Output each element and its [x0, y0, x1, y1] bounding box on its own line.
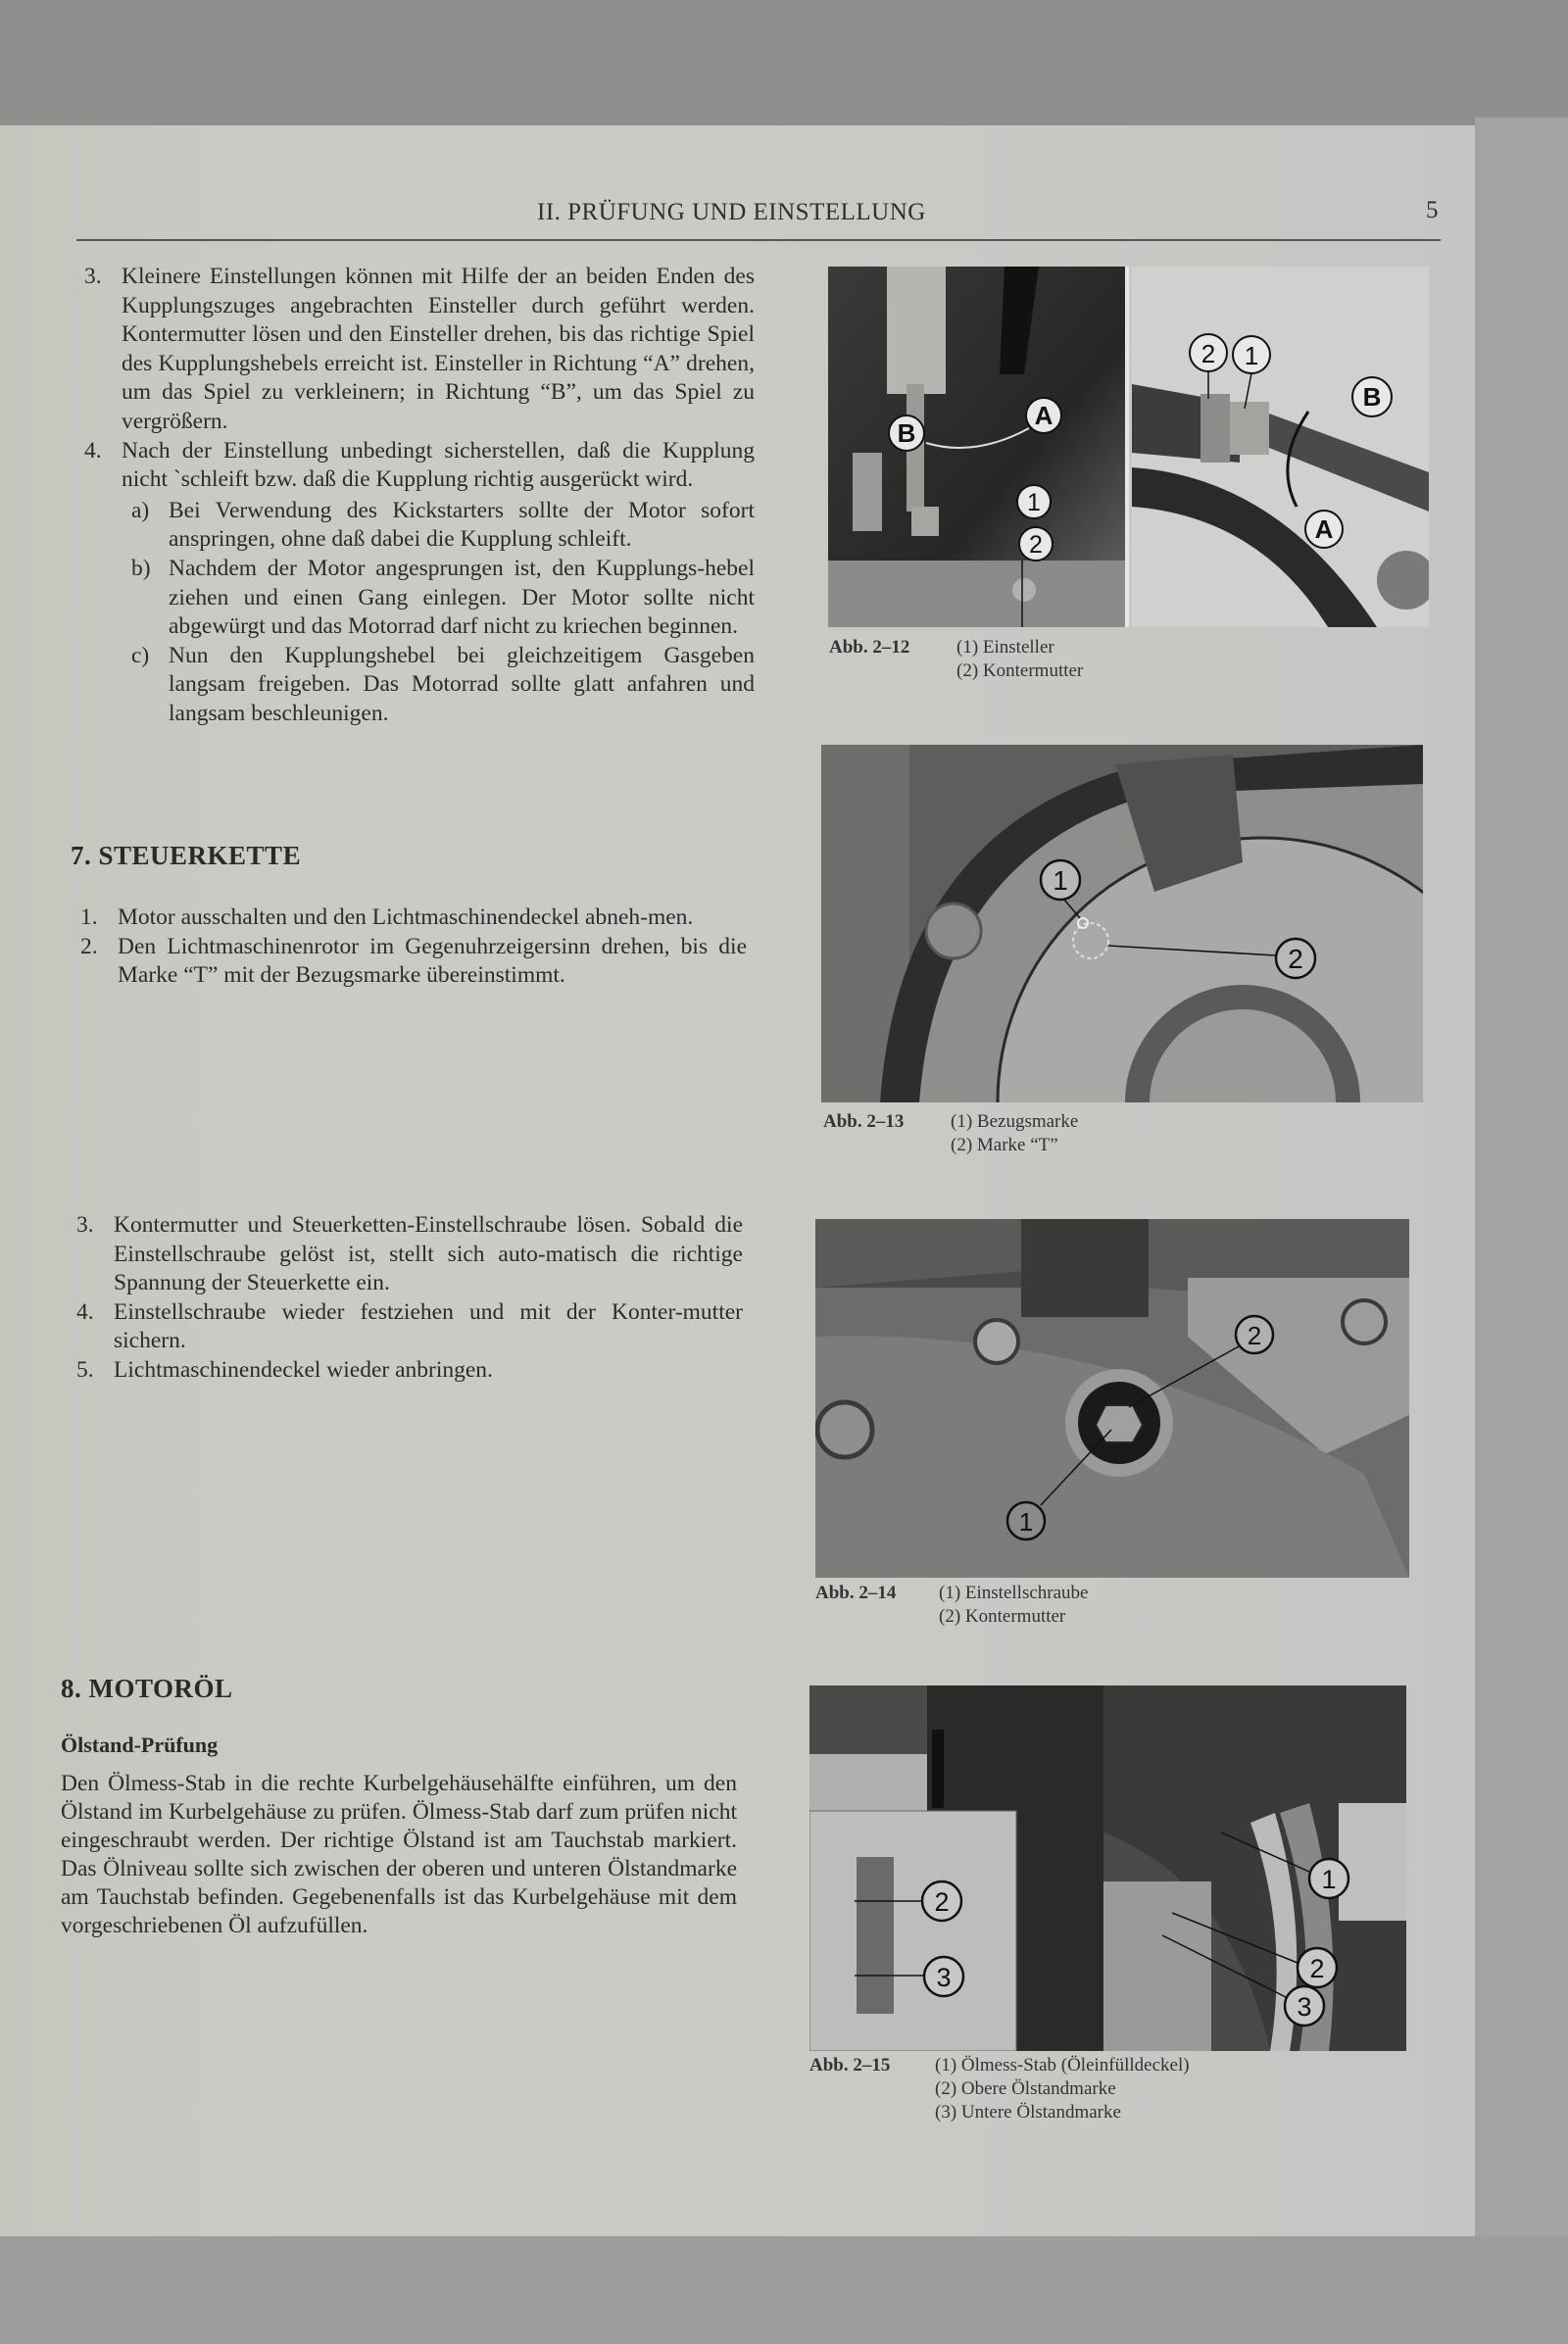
callout-2-left: [1019, 527, 1053, 561]
callout-number: 1: [1027, 489, 1041, 516]
step-item: [80, 903, 747, 933]
section-heading-motoroel: 8. MOTORÖL: [61, 1674, 233, 1703]
steuerkette-steps-part2: [76, 1211, 743, 1386]
callout-letter: B: [897, 418, 916, 448]
background-surface: [1475, 118, 1568, 2244]
callout-letter: A: [1314, 514, 1334, 544]
figure-2-15-photo: [809, 1685, 1406, 2051]
step-text: Lichtmaschinendeckel wieder anbringen.: [114, 1356, 493, 1383]
substep-label: b): [131, 555, 151, 581]
callout-b-right: [1352, 377, 1392, 416]
step-item: [76, 1356, 743, 1386]
figure-2-12-photo: [828, 267, 1429, 627]
callout-number: 2: [934, 1887, 950, 1917]
step-item: [76, 1298, 743, 1356]
figure-label: Abb. 2–12: [829, 637, 910, 658]
callout-number: 2: [1247, 1321, 1262, 1350]
substep-label: c): [131, 642, 150, 668]
callout-number: 1: [1018, 1507, 1034, 1537]
caption-item: (1) Bezugsmarke: [951, 1111, 1079, 1132]
figure-label: Abb. 2–15: [809, 2055, 891, 2075]
step-number: 2.: [80, 933, 98, 959]
caption-item: (1) Einsteller: [956, 637, 1054, 658]
callout-b-left: [889, 415, 924, 451]
figure-label: Abb. 2–14: [815, 1583, 897, 1603]
callout-3-inset: [924, 1957, 963, 1996]
subheading-oelstand-pruefung: Ölstand-Prüfung: [61, 1733, 219, 1757]
step-number: 1.: [80, 904, 98, 930]
callout-number: 1: [1244, 341, 1259, 370]
caption-item: (1) Einstellschraube: [939, 1583, 1089, 1603]
figure-2-12-illustration: [828, 267, 1429, 627]
callout-1: [1007, 1502, 1045, 1539]
substep-item: [131, 497, 755, 555]
callout-1-left: [1017, 485, 1051, 518]
callout-1: [1309, 1859, 1348, 1898]
caption-item: (2) Kontermutter: [939, 1606, 1066, 1627]
step-text: Nach der Einstellung unbedingt sicherstellen, daß die Kupplung nicht ˋschleift bzw. daß die Kupplung richtig ausgerückt wird.: [122, 437, 755, 493]
oelstand-paragraph: Den Ölmess-Stab in die rechte Kurbelgehäusehälfte einführen, um den Ölstand im Kurbelgehäuse zu prüfen. Ölmess-Stab darf zum prüfen nicht eingeschraubt werden. Der richtige Ölstand ist am Tauchstab markiert. Das Ölniveau sollte sich zwischen der oberen und unteren Ölstandmarke am Tauchstab befinden. Gegebenenfalls ist das Kurbelgehäuse mit dem vorgeschriebenen Öl aufzufüllen.: [61, 1771, 737, 1938]
step-text: Motor ausschalten und den Lichtmaschinendeckel abneh-men.: [118, 904, 694, 930]
callout-2: [1276, 939, 1315, 978]
caption-item: (3) Untere Ölstandmarke: [935, 2102, 1121, 2123]
callout-2: [1298, 1948, 1337, 1987]
callout-1: [1041, 860, 1080, 900]
callout-1-right: [1233, 336, 1270, 373]
header-rule: [76, 239, 1441, 241]
step-number: 5.: [76, 1356, 94, 1383]
substep-label: a): [131, 497, 150, 523]
step-number: 4.: [76, 1298, 94, 1325]
caption-item: (2) Marke “T”: [951, 1135, 1058, 1155]
callout-number: 3: [1297, 1992, 1312, 2022]
substep-item: [131, 642, 755, 729]
callout-number: 2: [1309, 1954, 1325, 1983]
callout-letter: B: [1362, 382, 1382, 412]
substep-item: [131, 555, 755, 642]
page-number: 5: [1426, 197, 1439, 223]
caption-item: (2) Kontermutter: [956, 660, 1084, 681]
callout-2-right: [1190, 334, 1227, 371]
callout-number: 1: [1321, 1865, 1337, 1894]
callout-number: 1: [1053, 865, 1068, 896]
callout-number: 3: [936, 1963, 952, 1992]
substep-text: Nun den Kupplungshebel bei gleichzeitigem Gasgeben langsam freigeben. Das Motorrad sollte glatt anfahren und langsam beschleunigen.: [169, 642, 755, 726]
callout-3: [1285, 1986, 1324, 2026]
step-text: Kontermutter und Steuerketten-Einstellschraube lösen. Sobald die Einstellschraube gelöst ist, stellt sich auto-matisch die richtige Spannung der Steuerkette ein.: [114, 1212, 743, 1296]
figure-label: Abb. 2–13: [823, 1111, 905, 1132]
step-item: [76, 1211, 743, 1298]
step-text: Den Lichtmaschinenrotor im Gegenuhrzeigersinn drehen, bis die Marke “T” mit der Bezugsmarke übereinstimmt.: [118, 933, 747, 989]
substep-text: Bei Verwendung des Kickstarters sollte der Motor sofort anspringen, ohne daß dabei die Kupplung schleift.: [169, 497, 755, 553]
steuerkette-steps-part1: [80, 903, 747, 991]
step-item: [84, 263, 755, 437]
step-number: 4.: [84, 437, 102, 464]
step-number: 3.: [84, 264, 102, 289]
clutch-steps: [84, 263, 755, 729]
figure-2-14-illustration: [815, 1219, 1409, 1578]
callout-2: [1236, 1316, 1273, 1353]
caption-item: (1) Ölmess-Stab (Öleinfülldeckel): [935, 2055, 1190, 2075]
callout-2-inset: [922, 1881, 961, 1921]
step-number: 3.: [76, 1212, 94, 1238]
figure-2-14-photo: [815, 1219, 1409, 1578]
substep-text: Nachdem der Motor angesprungen ist, den Kupplungs-hebel ziehen und einen Gang einlegen. Der Motor sollte nicht abgewürgt und das Motorrad darf nicht zu kriechen beginnen.: [169, 555, 755, 640]
figure-2-13-illustration: [821, 745, 1423, 1102]
running-header: II. PRÜFUNG UND EINSTELLUNG: [537, 199, 926, 225]
figure-2-13-photo: [821, 745, 1423, 1102]
step-text: Einstellschraube wieder festziehen und mit der Konter-mutter sichern.: [114, 1298, 743, 1354]
callout-a-left: [1026, 398, 1061, 433]
figure-2-15-illustration: [809, 1685, 1406, 2051]
step-item: [84, 437, 755, 495]
section-heading-steuerkette: 7. STEUERKETTE: [71, 841, 302, 870]
caption-item: (2) Obere Ölstandmarke: [935, 2078, 1116, 2099]
step-text: Kleinere Einstellungen können mit Hilfe der an beiden Enden des Kupplungszuges angebrachten Einsteller durch geführt werden. Kontermutter lösen und den Einsteller drehen, bis das richtige Spiel des Kupplungshebels erreicht ist. Einsteller in Richtung “A” drehen, um das Spiel zu verkleinern; in Richtung “B”, um das Spiel zu vergrößern.: [122, 264, 755, 434]
callout-number: 2: [1200, 339, 1216, 368]
background-surface-bottom: [0, 2236, 1568, 2344]
callout-number: 2: [1288, 944, 1303, 974]
callout-letter: A: [1034, 401, 1054, 430]
callout-number: 2: [1029, 531, 1043, 559]
step-item: [80, 933, 747, 991]
callout-a-right: [1305, 511, 1343, 548]
